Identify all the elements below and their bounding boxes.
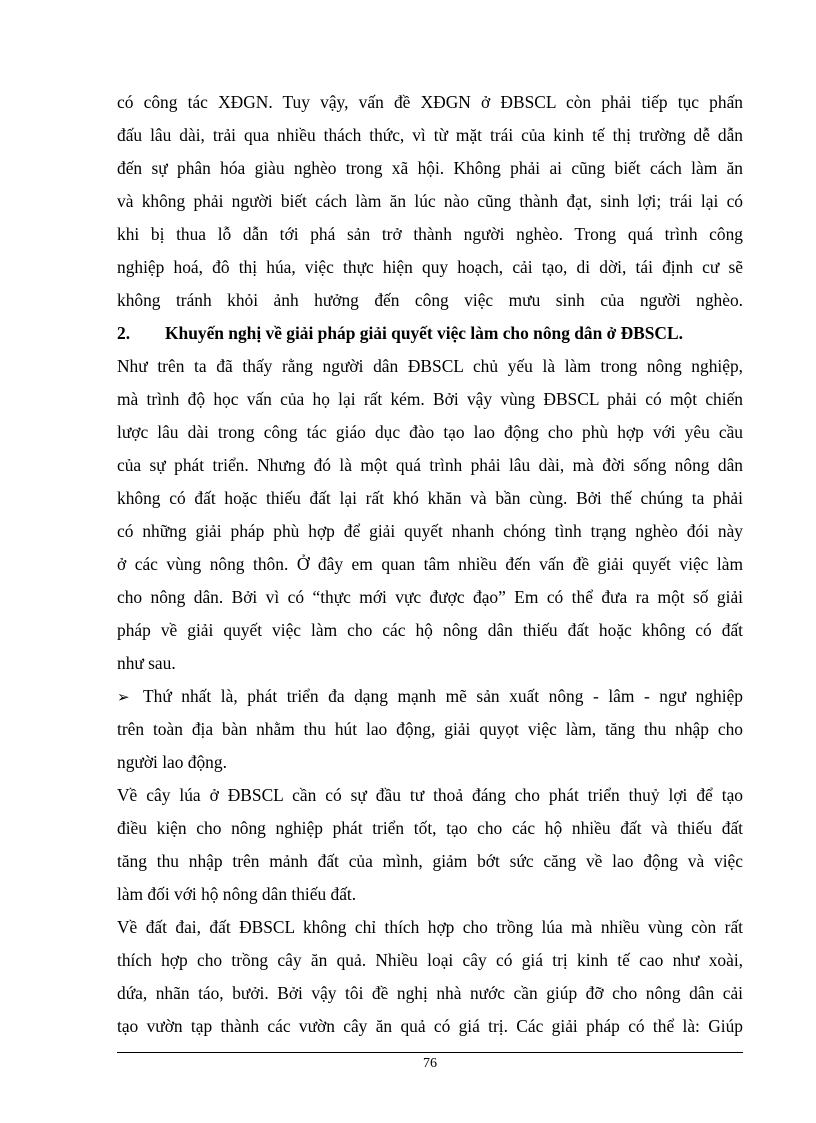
text-line: nghiệp hoá, đô thị húa, việc thực hiện quy hoạch, cải tạo, di dời, tái định cư sẽ [117,257,743,277]
text-line: cho nông dân. Bởi vì có “thực mới vực được đạo” Em có thể đưa ra một số giải [117,587,743,607]
text-line: người lao động. [117,752,227,772]
bullet-item [117,680,743,779]
bullet-text: Thứ nhất là, phát triển đa dạng mạnh mẽ sản xuất nông - lâm - ngư nghiệp [143,686,743,706]
text-line: đến sự phân hóa giàu nghèo trong xã hội. Không phải ai cũng biết cách làm ăn [117,158,743,178]
text-line: có những giải pháp phù hợp để giải quyết nhanh chóng tình trạng nghèo đói này [117,521,743,541]
section-title: Khuyến nghị về giải pháp giải quyết việc làm cho nông dân ở ĐBSCL. [165,323,683,343]
text-line: không có đất hoặc thiếu đất lại rất khó khăn và bần cùng. Bởi thế chúng ta phải [117,488,743,508]
text-line: thích hợp cho trồng cây ăn quả. Nhiều loại cây có giá trị kinh tế cao như xoài, [117,950,743,970]
text-line: của sự phát triển. Nhưng đó là một quá trình phải lâu dài, mà đời sống nông dân [117,455,743,475]
paragraph-intro [117,86,743,317]
arrow-bullet-icon: ➢ [117,688,130,706]
bullet-first-line [117,680,743,713]
body-text [117,86,743,1043]
text-line: trên toàn địa bàn nhằm thu hút lao động, giải quyọt việc làm, tăng thu nhập cho [117,719,743,739]
text-line: không tránh khỏi ảnh hưởng đến công việc mưu sinh của người nghèo. [117,290,743,310]
text-line: có công tác XĐGN. Tuy vậy, vấn đề XĐGN ở ĐBSCL còn phải tiếp tục phấn [117,92,743,112]
text-line: khi bị thua lỗ dẫn tới phá sản trở thành người nghèo. Trong quá trình công [117,224,743,244]
text-line: Như trên ta đã thấy rằng người dân ĐBSCL chủ yếu là làm trong nông nghiệp, [117,356,743,376]
page-number: 76 [423,1056,437,1071]
text-line: ở các vùng nông thôn. Ở đây em quan tâm nhiều đến vấn đề giải quyết việc làm [117,554,743,574]
text-line: pháp về giải quyết việc làm cho các hộ nông dân thiếu đất hoặc không có đất [117,620,743,640]
text-line: đấu lâu dài, trải qua nhiều thách thức, vì từ mặt trái của kinh tế thị trường dễ dẫn [117,125,743,145]
section-number: 2. [117,323,131,343]
footer-divider [117,1052,743,1053]
text-line: lược lâu dài trong công tác giáo dục đào tạo lao động cho phù hợp với yêu cầu [117,422,743,442]
paragraph-rice [117,779,743,911]
text-line: tăng thu nhập trên mảnh đất của mình, giảm bớt sức căng về lao động và việc [117,851,743,871]
paragraph-recommendation [117,350,743,680]
text-line: dứa, nhãn táo, bưởi. Bởi vậy tôi đề nghị nhà nước cần giúp đỡ cho nông dân cải [117,983,743,1003]
text-line: và không phải người biết cách làm ăn lúc nào cũng thành đạt, sinh lợi; trái lại có [117,191,743,211]
text-line: làm đối với hộ nông dân thiếu đất. [117,884,357,904]
section-heading [117,317,743,350]
text-line: Về cây lúa ở ĐBSCL cần có sự đầu tư thoả đáng cho phát triển thuỷ lợi để tạo [117,785,743,805]
text-line: Về đất đai, đất ĐBSCL không chỉ thích hợp cho trồng lúa mà nhiều vùng còn rất [117,917,743,937]
paragraph-land [117,911,743,1043]
text-line: như sau. [117,653,176,673]
text-line: mà trình độ học vấn của họ lại rất kém. Bởi vậy vùng ĐBSCL phải có một chiến [117,389,743,409]
text-line: điều kiện cho nông nghiệp phát triển tốt, tạo cho các hộ nhiều đất và thiếu đất [117,818,743,838]
text-line: tạo vườn tạp thành các vườn cây ăn quả có giá trị. Các giải pháp có thể là: Giúp [117,1016,743,1036]
